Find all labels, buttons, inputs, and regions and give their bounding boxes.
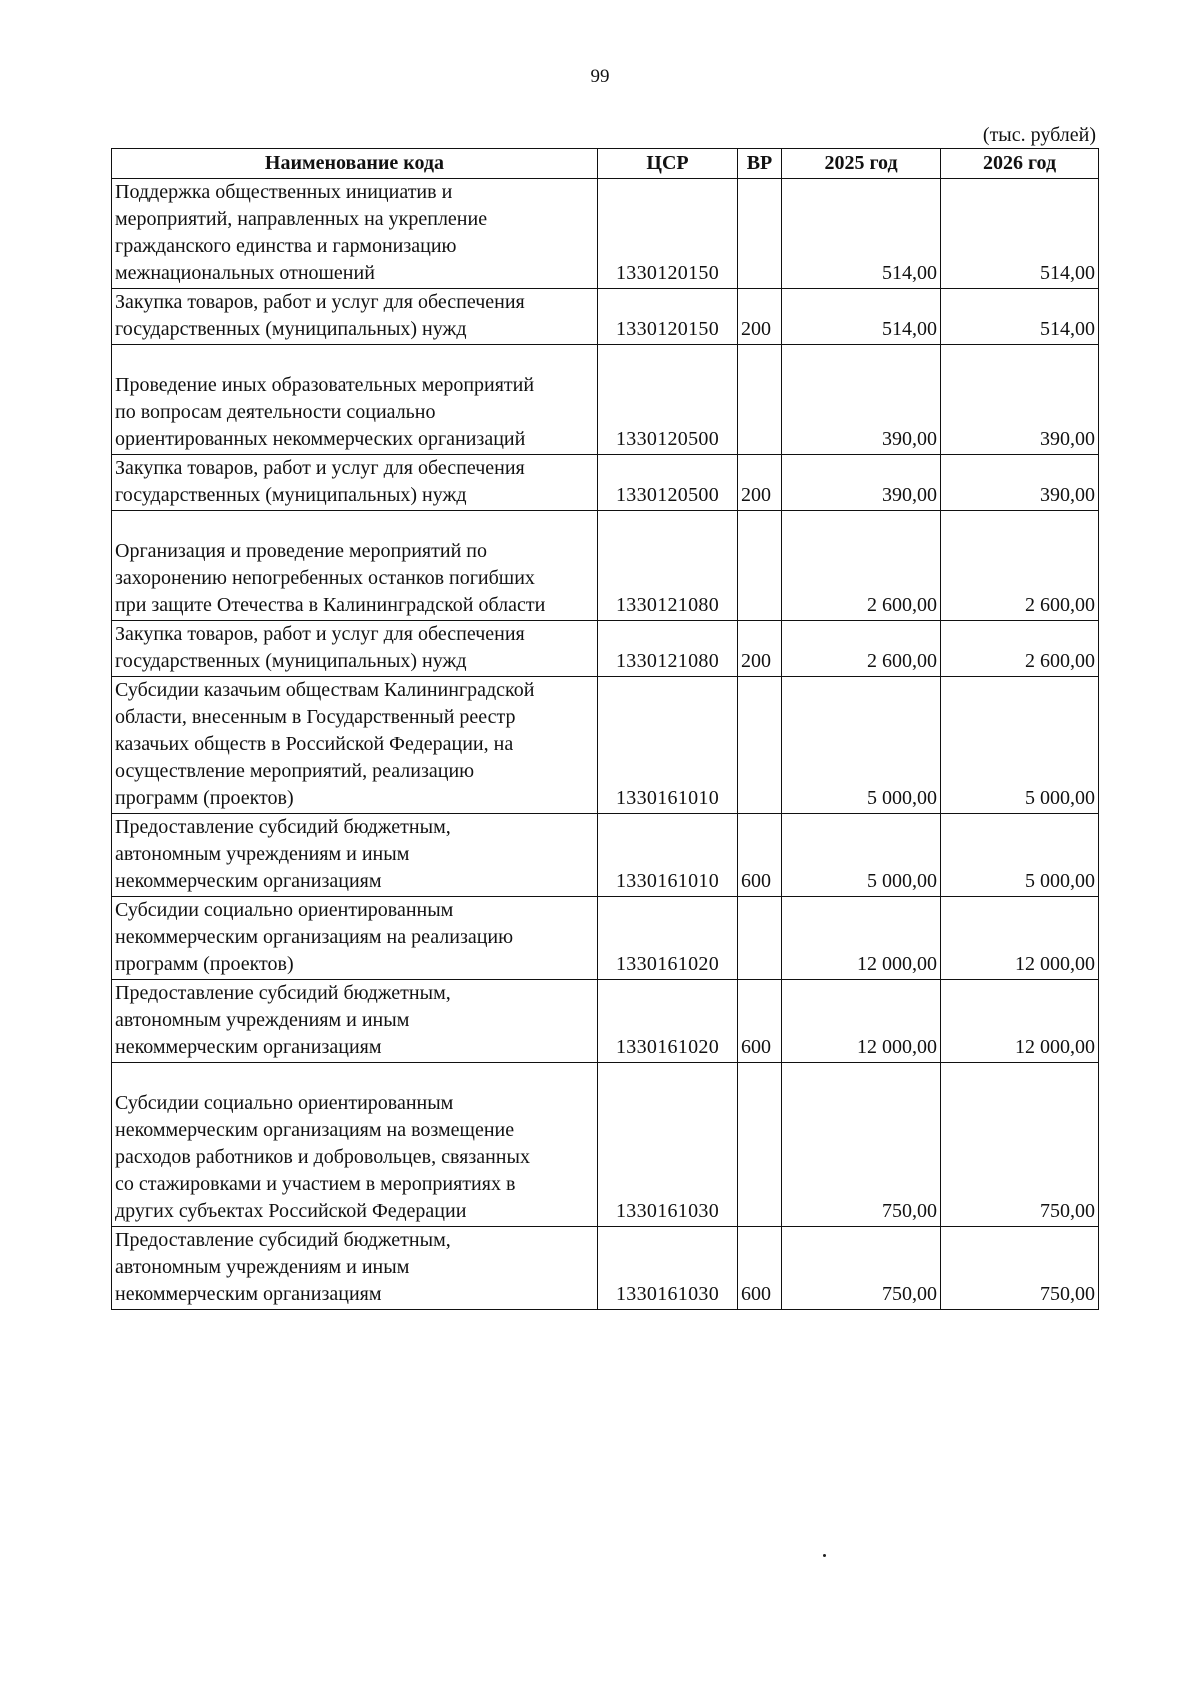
table-row [112, 1227, 1099, 1310]
cell-name: Предоставление субсидий бюджетным, автономным учреждениям и иным некоммерческим организациям [112, 980, 598, 1063]
cell-csr: 1330120150 [598, 289, 738, 345]
cell-2025: 750,00 [782, 1227, 941, 1310]
page-number: 99 [590, 66, 610, 87]
table-header [112, 149, 1099, 179]
table-body [112, 179, 1099, 1310]
cell-2026: 750,00 [941, 1227, 1099, 1310]
table-row [112, 345, 1099, 455]
table-row [112, 677, 1099, 814]
cell-name: Закупка товаров, работ и услуг для обеспечения государственных (муниципальных) нужд [112, 455, 598, 511]
cell-name: Субсидии социально ориентированным некоммерческим организациям на реализацию программ (проектов) [112, 897, 598, 980]
cell-2026: 5 000,00 [941, 814, 1099, 897]
cell-2025: 12 000,00 [782, 980, 941, 1063]
cell-vr: 200 [738, 455, 782, 511]
cell-2026: 12 000,00 [941, 897, 1099, 980]
cell-csr: 1330161020 [598, 897, 738, 980]
table-row [112, 511, 1099, 621]
scan-speck [823, 1554, 826, 1557]
cell-csr: 1330161020 [598, 980, 738, 1063]
cell-2025: 750,00 [782, 1063, 941, 1227]
cell-vr: 200 [738, 621, 782, 677]
cell-2026: 5 000,00 [941, 677, 1099, 814]
cell-vr [738, 179, 782, 289]
cell-csr: 1330161030 [598, 1227, 738, 1310]
cell-csr: 1330121080 [598, 511, 738, 621]
cell-2026: 390,00 [941, 345, 1099, 455]
cell-2025: 514,00 [782, 289, 941, 345]
cell-vr [738, 345, 782, 455]
table-row [112, 289, 1099, 345]
cell-2025: 5 000,00 [782, 814, 941, 897]
cell-vr: 600 [738, 1227, 782, 1310]
cell-2026: 514,00 [941, 289, 1099, 345]
cell-vr [738, 897, 782, 980]
cell-csr: 1330161010 [598, 677, 738, 814]
header-2025: 2025 год [782, 149, 941, 179]
cell-csr: 1330120150 [598, 179, 738, 289]
cell-2025: 2 600,00 [782, 621, 941, 677]
table-row [112, 1063, 1099, 1227]
cell-2025: 2 600,00 [782, 511, 941, 621]
cell-name: Субсидии социально ориентированным некоммерческим организациям на возмещение расходов работников и добровольцев, связанных со стажировками и участием в мероприятиях в других субъектах Российской Федерации [112, 1063, 598, 1227]
cell-vr [738, 1063, 782, 1227]
table-row [112, 179, 1099, 289]
cell-2026: 2 600,00 [941, 621, 1099, 677]
cell-name: Предоставление субсидий бюджетным, автономным учреждениям и иным некоммерческим организациям [112, 1227, 598, 1310]
cell-name: Предоставление субсидий бюджетным, автономным учреждениям и иным некоммерческим организациям [112, 814, 598, 897]
header-2026: 2026 год [941, 149, 1099, 179]
cell-2026: 12 000,00 [941, 980, 1099, 1063]
cell-vr [738, 677, 782, 814]
cell-2026: 390,00 [941, 455, 1099, 511]
cell-2025: 390,00 [782, 455, 941, 511]
cell-csr: 1330161010 [598, 814, 738, 897]
header-csr: ЦСР [598, 149, 738, 179]
cell-name: Поддержка общественных инициатив и мероприятий, направленных на укрепление гражданского единства и гармонизацию межнациональных отношений [112, 179, 598, 289]
cell-2025: 514,00 [782, 179, 941, 289]
table-row [112, 621, 1099, 677]
cell-2026: 750,00 [941, 1063, 1099, 1227]
cell-csr: 1330161030 [598, 1063, 738, 1227]
cell-vr [738, 511, 782, 621]
cell-2025: 5 000,00 [782, 677, 941, 814]
table-row [112, 814, 1099, 897]
cell-name: Проведение иных образовательных мероприятий по вопросам деятельности социально ориентированных некоммерческих организаций [112, 345, 598, 455]
cell-vr: 600 [738, 814, 782, 897]
table-row [112, 897, 1099, 980]
cell-2026: 2 600,00 [941, 511, 1099, 621]
units-label: (тыс. рублей) [982, 124, 1096, 146]
header-row [112, 149, 1099, 179]
table-row [112, 455, 1099, 511]
cell-csr: 1330120500 [598, 455, 738, 511]
cell-2025: 12 000,00 [782, 897, 941, 980]
cell-csr: 1330120500 [598, 345, 738, 455]
table-row [112, 980, 1099, 1063]
cell-vr: 600 [738, 980, 782, 1063]
cell-2026: 514,00 [941, 179, 1099, 289]
budget-table [111, 148, 1099, 1310]
cell-name: Закупка товаров, работ и услуг для обеспечения государственных (муниципальных) нужд [112, 621, 598, 677]
cell-2025: 390,00 [782, 345, 941, 455]
cell-name: Закупка товаров, работ и услуг для обеспечения государственных (муниципальных) нужд [112, 289, 598, 345]
cell-csr: 1330121080 [598, 621, 738, 677]
cell-name: Субсидии казачьим обществам Калининградской области, внесенным в Государственный реестр казачьих обществ в Российской Федерации, на осуществление мероприятий, реализацию программ (проектов) [112, 677, 598, 814]
header-vr: ВР [738, 149, 782, 179]
cell-vr: 200 [738, 289, 782, 345]
header-name: Наименование кода [112, 149, 598, 179]
cell-name: Организация и проведение мероприятий по захоронению непогребенных останков погибших при защите Отечества в Калининградской области [112, 511, 598, 621]
